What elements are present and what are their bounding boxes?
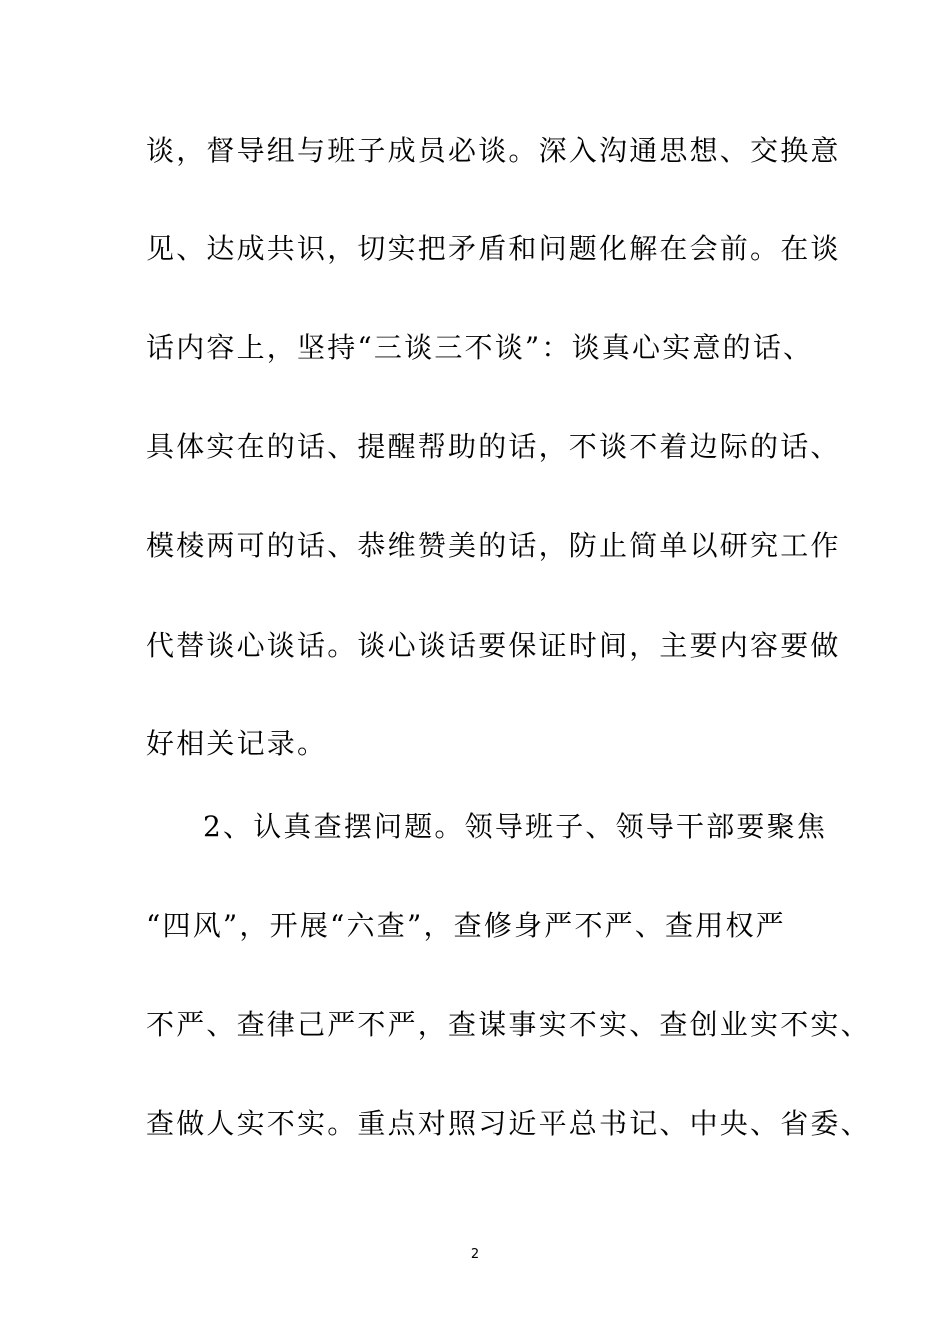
paragraph-2-first-line: 2、认真查摆问题。领导班子、领导干部要聚焦 [203,810,828,843]
text-line-7: 好相关记录。 [146,727,328,760]
text-line-5: 模棱两可的话、恭维赞美的话，防止简单以研究工作 [146,529,841,562]
text-line-10: 不严、查律己严不严，查谋事实不实、查创业实不实、 [146,1008,871,1041]
text-line-9: “四风”，开展“六查”，查修身严不严、查用权严 [146,909,786,942]
page-number: 2 [470,1247,480,1262]
text-line-11: 查做人实不实。重点对照习近平总书记、中央、省委、 [146,1107,871,1140]
text-line-4: 具体实在的话、提醒帮助的话，不谈不着边际的话、 [146,430,841,463]
text-line-1: 谈，督导组与班子成员必谈。深入沟通思想、交换意 [146,134,841,167]
text-line-6: 代替谈心谈话。谈心谈话要保证时间，主要内容要做 [146,629,841,662]
text-line-2: 见、达成共识，切实把矛盾和问题化解在会前。在谈 [146,232,841,265]
text-line-3: 话内容上，坚持“三谈三不谈”：谈真心实意的话、 [146,331,814,364]
